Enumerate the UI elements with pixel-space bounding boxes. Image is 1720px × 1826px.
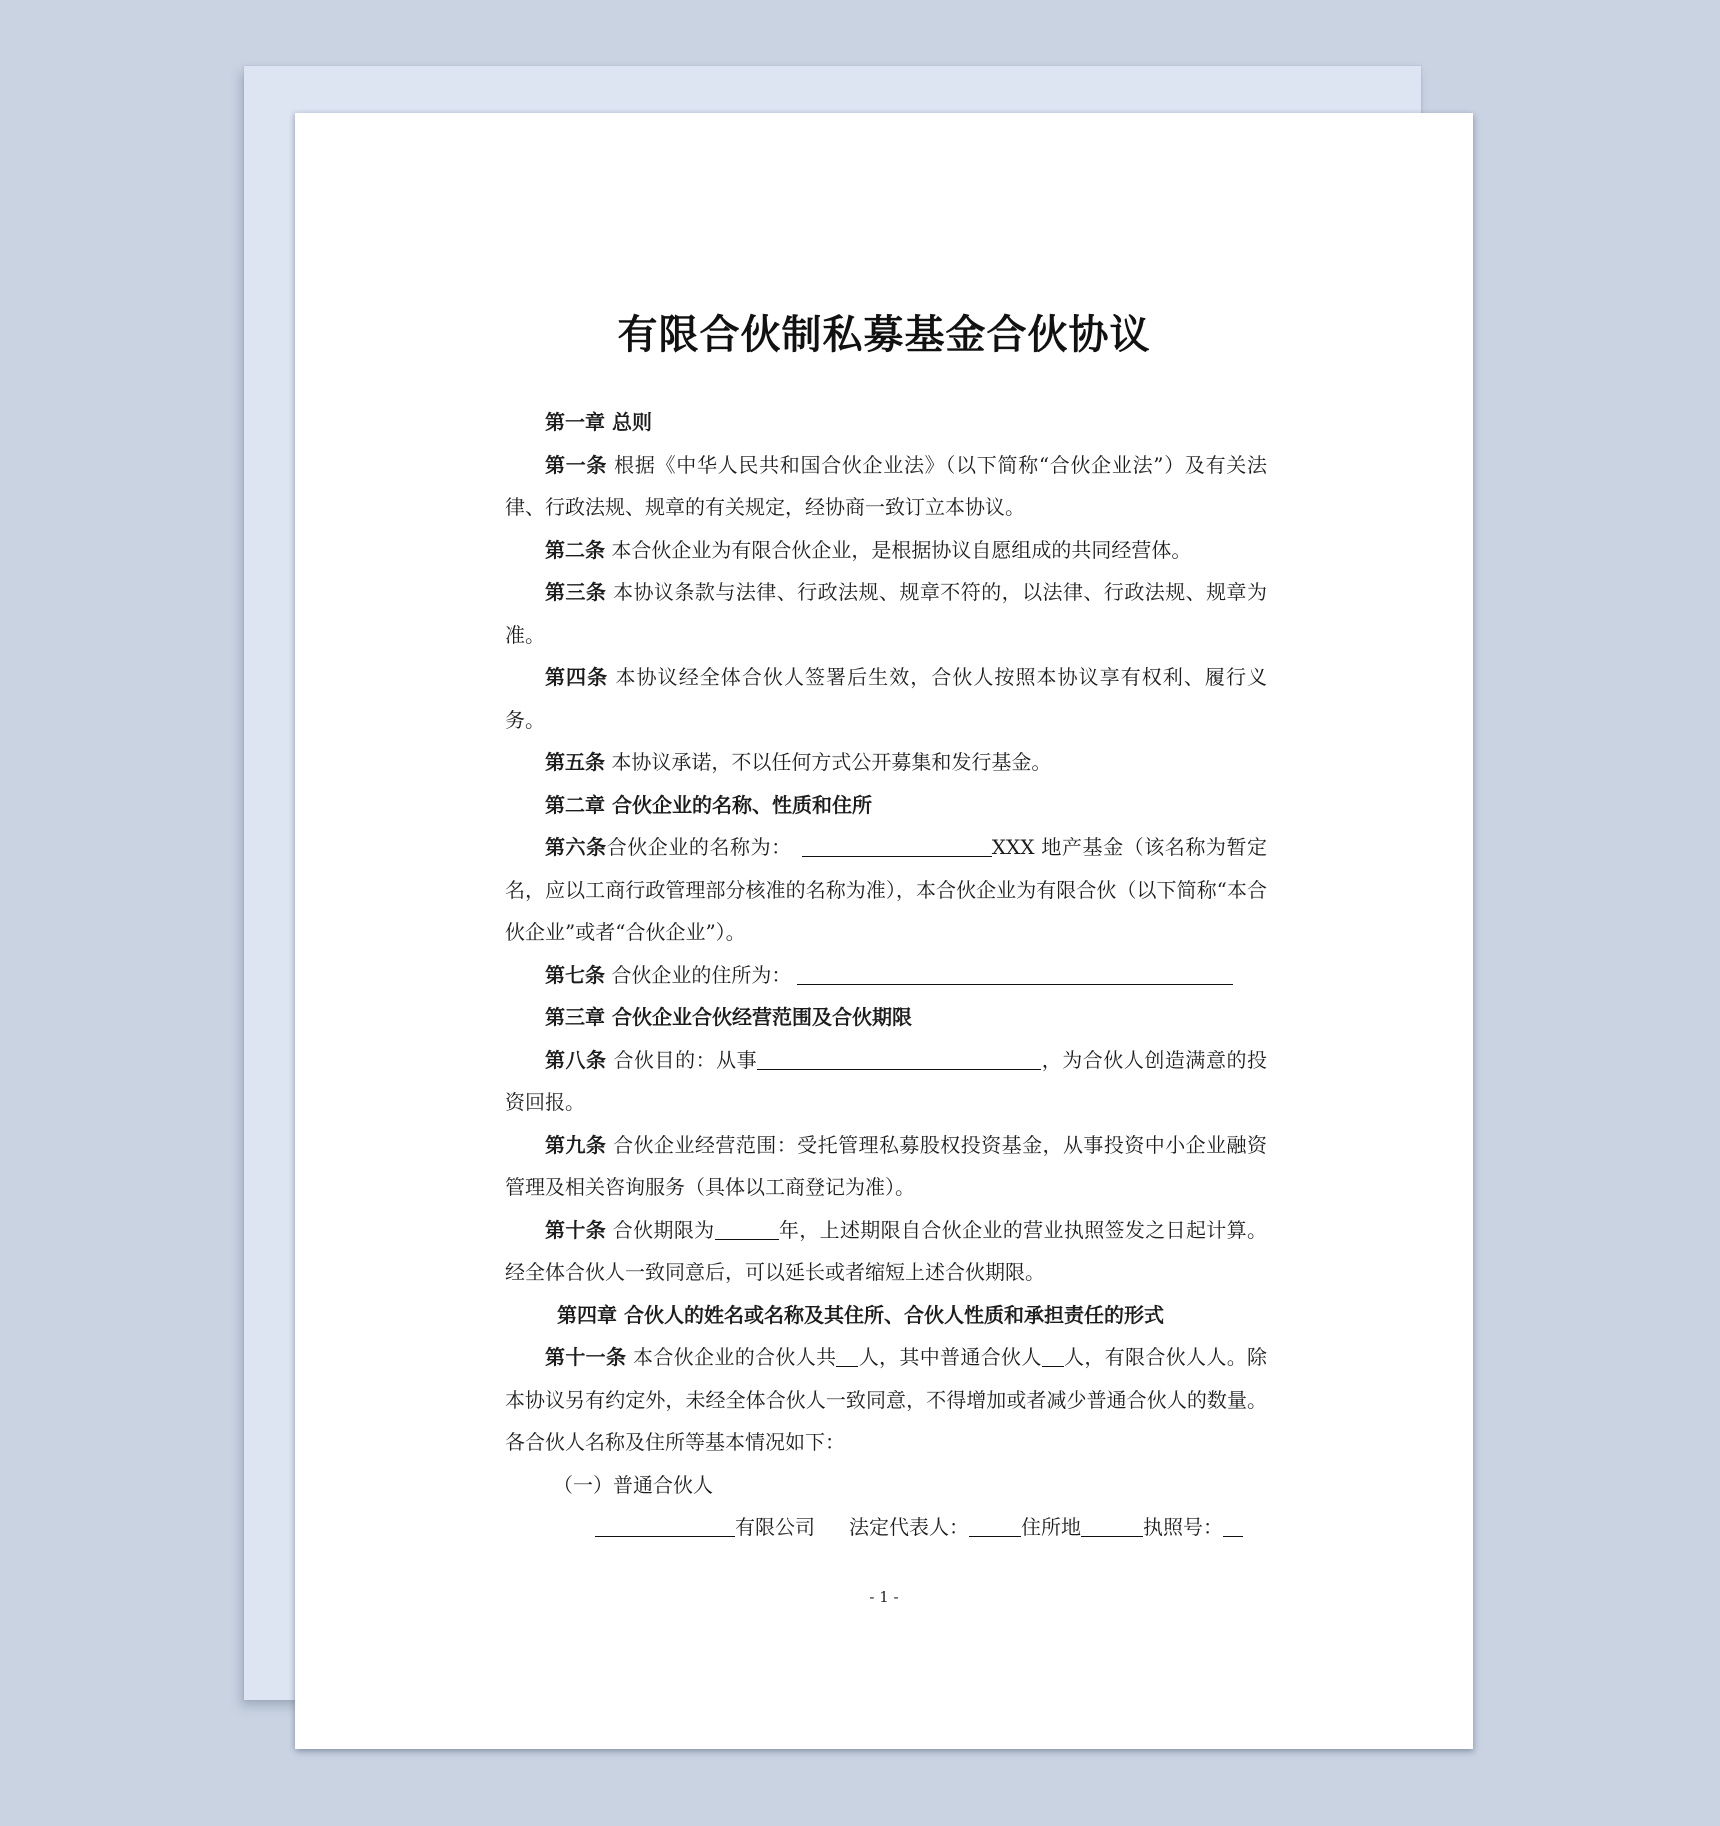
article-11-text-c: 人，有限合伙人人。除本协议另有约定外，未经全体合伙人一致同意，不得增加或者减少普通合伙人的数量。各合伙人名称及住所等基本情况如下： [505,1345,1268,1454]
document-body [505,401,1267,1549]
legal-rep-label: 法定代表人： [849,1515,969,1539]
article-5 [505,741,1267,784]
legal-rep-blank[interactable] [969,1516,1021,1537]
article-6-label: 第六条 [545,835,607,859]
article-10-text-before: 合伙期限为 [606,1217,715,1242]
article-2-label: 第二条 [545,537,605,562]
license-number-blank[interactable] [1223,1516,1243,1537]
article-4-text: 本协议经全体合伙人签署后生效，合伙人按照本协议享有权利、履行义务。 [505,665,1268,732]
article-8-label: 第八条 [545,1047,607,1072]
chapter-4-heading: 第四章 合伙人的姓名或名称及其住所、合伙人性质和承担责任的形式 [557,1302,1164,1327]
article-10-label: 第十条 [545,1217,607,1242]
article-2 [505,529,1267,572]
article-5-text: 本协议承诺，不以任何方式公开募集和发行基金。 [605,750,1052,774]
partner-address-blank[interactable] [1081,1516,1143,1537]
article-11-text-b: 人，其中普通合伙人 [858,1345,1042,1369]
chapter-3-heading: 第三章 合伙企业合伙经营范围及合伙期限 [545,1005,912,1029]
article-11-text-a: 本合伙企业的合伙人共 [626,1345,837,1369]
business-purpose-blank[interactable] [757,1049,1041,1070]
fund-name-blank[interactable] [802,836,992,857]
term-years-blank[interactable] [715,1219,779,1240]
article-3 [505,571,1267,656]
general-partner-row [505,1506,1267,1549]
article-8 [505,1039,1267,1124]
article-4 [505,656,1267,741]
article-7-text: 合伙企业的住所为： [605,962,792,987]
general-partners-blank[interactable] [1042,1346,1064,1367]
article-10 [505,1209,1267,1294]
article-7-label: 第七条 [545,962,605,987]
total-partners-blank[interactable] [836,1346,858,1367]
article-7 [505,954,1267,997]
article-1 [505,444,1267,529]
article-1-text: 根据《中华人民共和国合伙企业法》（以下简称“合伙企业法”）及有关法律、行政法规、规章的有关规定，经协商一致订立本协议。 [505,452,1268,519]
document-title: 有限合伙制私募基金合伙协议 [617,311,1151,358]
article-6-text-after: XXX 地产基金（该名称为暂定名，应以工商行政管理部分核准的名称为准），本合伙企业为有限合伙（以下简称“本合伙企业”或者“合伙企业”）。 [505,835,1268,944]
general-partner-heading: （一）普通合伙人 [553,1472,713,1497]
article-3-text: 本协议条款与法律、行政法规、规章不符的，以法律、行政法规、规章为准。 [505,580,1268,647]
article-8-text-after: ，为合伙人创造满意的投资回报。 [505,1047,1268,1114]
article-3-label: 第三条 [545,580,607,604]
article-9 [505,1124,1267,1209]
license-label: 执照号： [1143,1515,1223,1539]
article-6 [505,826,1267,954]
page-number: - 1 - [869,1588,899,1606]
article-10-text-after: 年，上述期限自合伙企业的营业执照签发之日起计算。经全体合伙人一致同意后，可以延长或者缩短上述合伙期限。 [505,1217,1268,1284]
article-5-label: 第五条 [545,750,605,774]
company-name-blank[interactable] [595,1516,735,1537]
document-page [295,113,1473,1749]
article-11-label: 第十一条 [545,1345,627,1369]
article-9-label: 第九条 [545,1132,607,1157]
article-4-label: 第四条 [545,665,609,689]
address-blank[interactable] [797,964,1233,985]
chapter-1-heading: 第一章 总则 [545,410,652,434]
chapter-2-heading: 第二章 合伙企业的名称、性质和住所 [545,792,872,817]
address-label: 住所地 [1021,1515,1081,1539]
article-6-text-before: 合伙企业的名称为： [606,835,792,859]
article-8-text-before: 合伙目的：从事 [606,1047,758,1072]
article-9-text: 合伙企业经营范围：受托管理私募股权投资基金，从事投资中小企业融资管理及相关咨询服务（具体以工商登记为准）。 [505,1132,1268,1199]
article-2-text: 本合伙企业为有限合伙企业，是根据协议自愿组成的共同经营体。 [605,537,1192,562]
article-11 [505,1336,1267,1464]
article-1-label: 第一条 [545,452,608,477]
company-suffix: 有限公司 [735,1515,815,1539]
